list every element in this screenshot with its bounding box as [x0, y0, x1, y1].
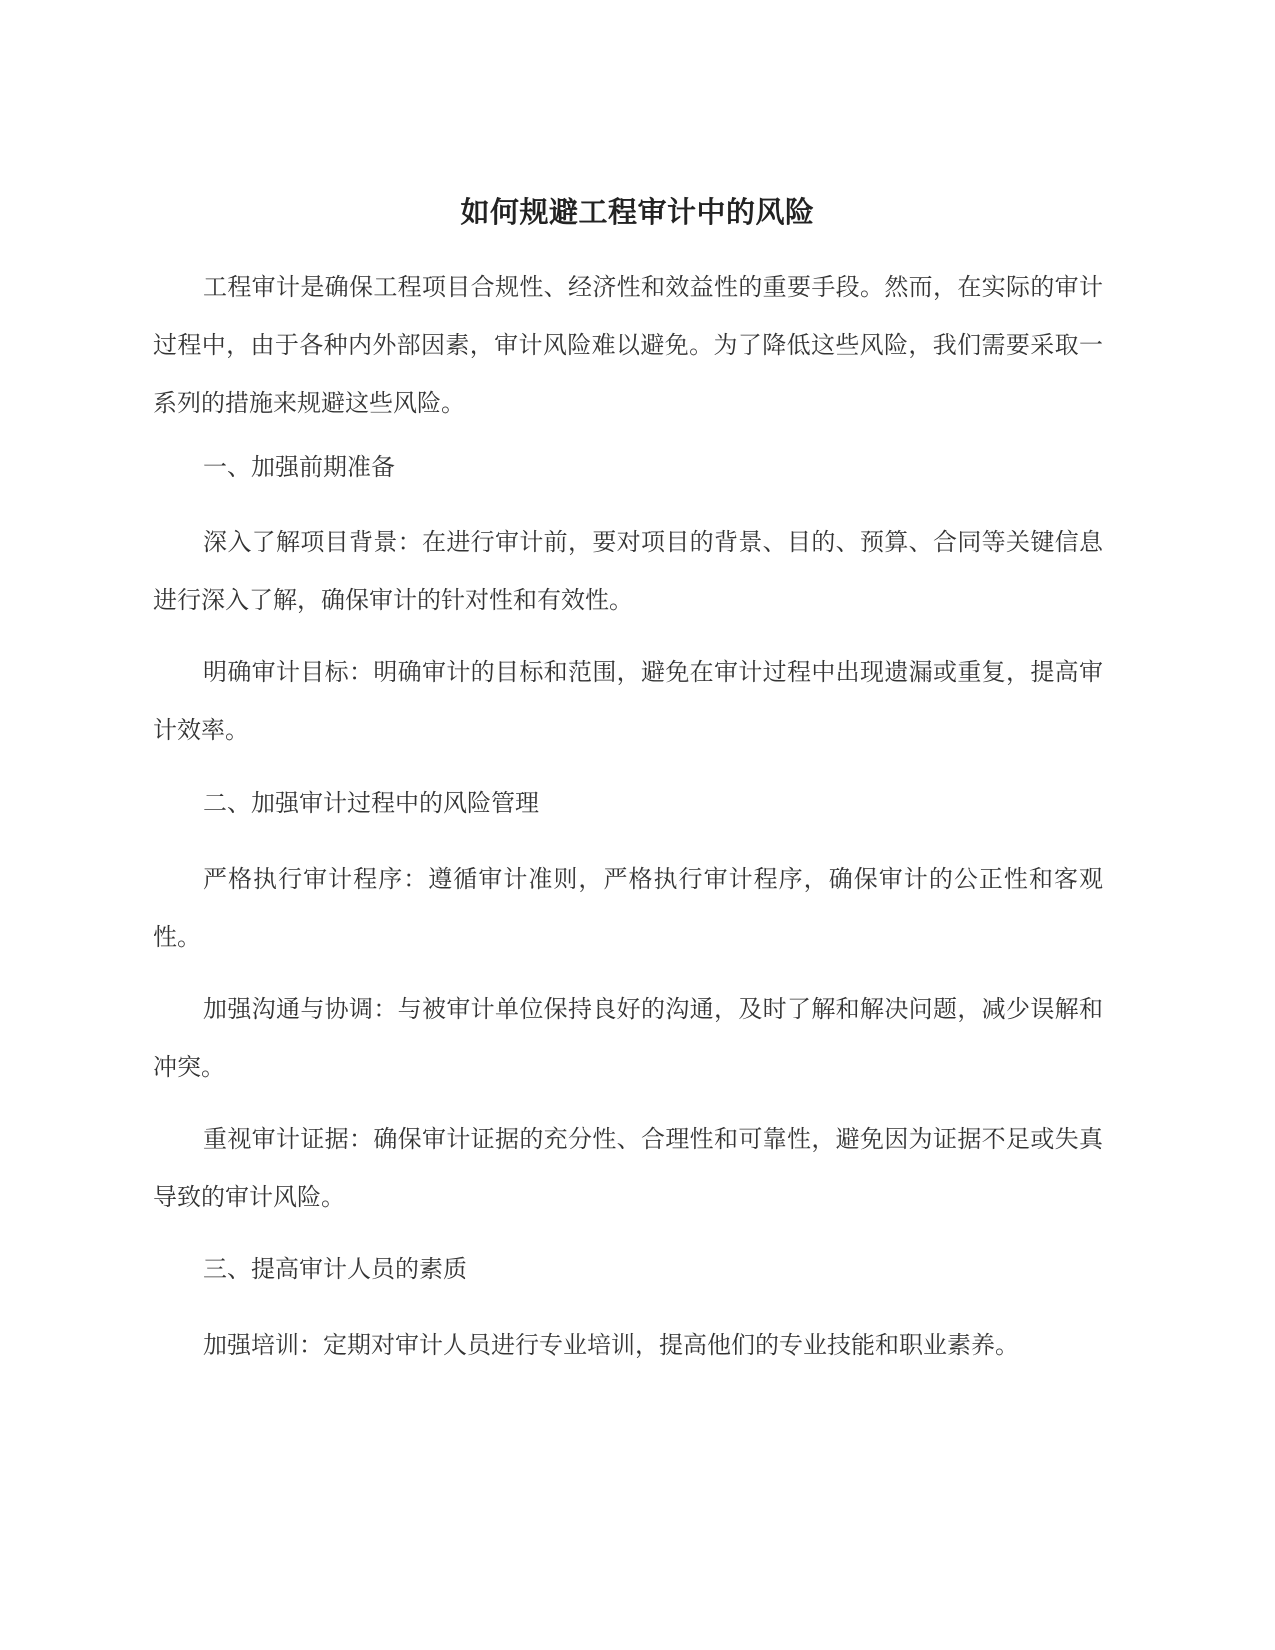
paragraph-audit-procedure: 严格执行审计程序：遵循审计准则，严格执行审计程序，确保审计的公正性和客观性。	[153, 865, 1103, 951]
document-title: 如何规避工程审计中的风险	[460, 195, 815, 229]
paragraph-audit-goals: 明确审计目标：明确审计的目标和范围，避免在审计过程中出现遗漏或重复，提高审计效率。	[153, 658, 1103, 744]
paragraph-audit-evidence: 重视审计证据：确保审计证据的充分性、合理性和可靠性，避免因为证据不足或失真导致的审计风险。	[153, 1125, 1103, 1211]
paragraph-training: 加强培训：定期对审计人员进行专业培训，提高他们的专业技能和职业素养。	[203, 1331, 1019, 1359]
paragraph-communication: 加强沟通与协调：与被审计单位保持良好的沟通，及时了解和解决问题，减少误解和冲突。	[153, 995, 1103, 1081]
paragraph-project-background: 深入了解项目背景：在进行审计前，要对项目的背景、目的、预算、合同等关键信息进行深入了解，确保审计的针对性和有效性。	[153, 528, 1103, 614]
intro-paragraph: 工程审计是确保工程项目合规性、经济性和效益性的重要手段。然而，在实际的审计过程中，由于各种内外部因素，审计风险难以避免。为了降低这些风险，我们需要采取一系列的措施来规避这些风险。	[153, 273, 1103, 417]
section-heading-1: 一、加强前期准备	[203, 453, 395, 481]
section-heading-3: 三、提高审计人员的素质	[203, 1255, 467, 1283]
section-heading-2: 二、加强审计过程中的风险管理	[203, 789, 539, 817]
